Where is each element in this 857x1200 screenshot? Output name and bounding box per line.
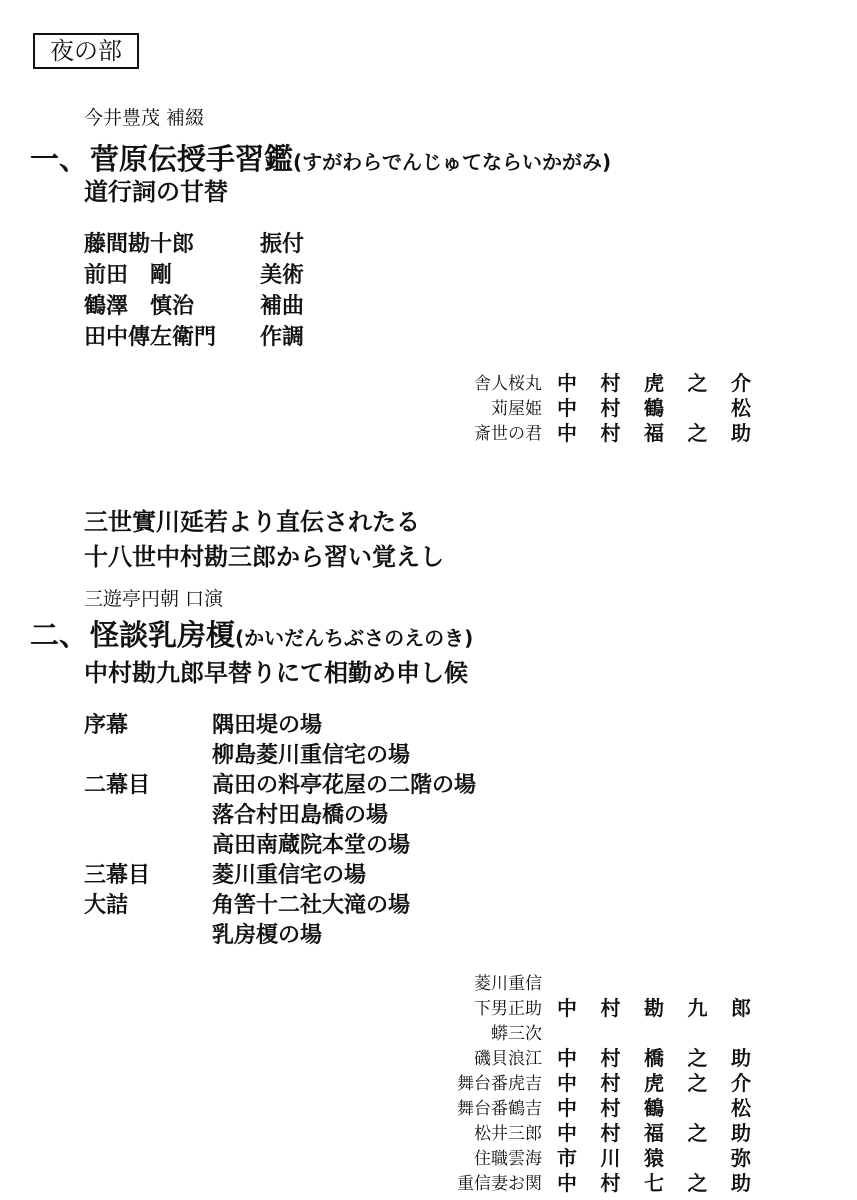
- cast-actor: 中 村 虎 之 介: [557, 1071, 751, 1095]
- cast-role: 磯貝浪江: [474, 1049, 542, 1069]
- play1-reading: (すがわらでんじゅてならいかがみ): [293, 150, 612, 174]
- cast-actor: 中 村 七 之 助: [557, 1171, 751, 1195]
- cast-role: 下男正助: [474, 999, 542, 1019]
- scene-place: 角筈十二社大滝の場: [212, 892, 411, 918]
- play1-subtitle: 道行詞の甘替: [84, 178, 228, 206]
- scene-place: 高田の料亭花屋の二階の場: [212, 772, 477, 798]
- cast-actor: 中 村 福 之 助: [557, 1121, 751, 1145]
- scene-act: 二幕目: [84, 772, 151, 798]
- play1-number: 一、: [30, 142, 89, 176]
- cast-role: 菱川重信: [474, 974, 542, 994]
- scene-row: [84, 888, 476, 918]
- cast-role: 蟒三次: [491, 1024, 542, 1044]
- staff-name: 鶴澤 慎治: [84, 294, 195, 319]
- cast-actor: 中 村 鶴 松: [557, 396, 751, 420]
- play1-credit: 今井豊茂 補綴: [84, 107, 205, 129]
- staff-row: [84, 289, 330, 320]
- cast-row: [412, 1069, 752, 1094]
- staff-role: 振付: [260, 232, 305, 257]
- cast-actor: 市 川 猿 弥: [557, 1146, 751, 1170]
- staff-name: 藤間勘十郎: [84, 232, 195, 257]
- cast-row: [412, 1094, 752, 1119]
- scene-row: [84, 858, 476, 888]
- section-label: 夜の部: [33, 33, 139, 69]
- cast-role: 斎世の君: [474, 424, 542, 444]
- staff-row: [84, 320, 330, 351]
- play2-reading: (かいだんちぶさのえのき): [235, 626, 474, 650]
- play1-cast-list: [412, 369, 752, 444]
- scene-row: [84, 708, 476, 738]
- play2-scene-list: [84, 708, 476, 948]
- cast-role: 重信妻お関: [457, 1174, 542, 1194]
- staff-role: 補曲: [260, 294, 305, 319]
- staff-name: 前田 剛: [84, 263, 173, 288]
- cast-row: [412, 969, 752, 994]
- scene-row: [84, 738, 476, 768]
- scene-act: 序幕: [84, 712, 129, 738]
- scene-act: 三幕目: [84, 862, 151, 888]
- staff-role: 作調: [260, 325, 305, 350]
- cast-row: [412, 1169, 752, 1194]
- cast-role: 松井三郎: [474, 1124, 542, 1144]
- staff-row: [84, 258, 330, 289]
- cast-actor: 中 村 福 之 助: [557, 421, 751, 445]
- scene-place: 乳房榎の場: [212, 922, 323, 948]
- cast-actor: 中 村 虎 之 介: [557, 371, 751, 395]
- staff-name: 田中傳左衛門: [84, 325, 217, 350]
- cast-row: [412, 394, 752, 419]
- cast-row: [412, 994, 752, 1019]
- cast-row: [412, 369, 752, 394]
- cast-actor: 中 村 鶴 松: [557, 1096, 751, 1120]
- scene-place: 隅田堤の場: [212, 712, 323, 738]
- cast-row: [412, 1119, 752, 1144]
- scene-place: 柳島菱川重信宅の場: [212, 742, 411, 768]
- play2-intro-line-1: 三世實川延若より直伝されたる: [84, 508, 420, 536]
- play2-cast-list: [412, 969, 752, 1194]
- cast-row: [412, 1144, 752, 1169]
- scene-place: 落合村田島橋の場: [212, 802, 389, 828]
- staff-role: 美術: [260, 263, 305, 288]
- cast-role: 舞台番鶴吉: [457, 1099, 542, 1119]
- cast-row: [412, 419, 752, 444]
- cast-role: 苅屋姫: [491, 399, 542, 419]
- cast-actor: 中 村 橋 之 助: [557, 1046, 751, 1070]
- scene-row: [84, 828, 476, 858]
- cast-role: 舞台番虎吉: [457, 1074, 542, 1094]
- play2-number: 二、: [30, 618, 89, 652]
- play2-subtitle: 中村勘九郎早替りにて相勤め申し候: [84, 659, 468, 687]
- play1-title: 菅原伝授手習鑑: [90, 142, 294, 176]
- cast-role: 住職雲海: [474, 1149, 542, 1169]
- play2-credit: 三遊亭円朝 口演: [84, 588, 224, 610]
- scene-place: 菱川重信宅の場: [212, 862, 367, 888]
- play1-staff-list: [84, 227, 330, 351]
- scene-place: 高田南蔵院本堂の場: [212, 832, 411, 858]
- cast-row: [412, 1019, 752, 1044]
- play2-intro-line-2: 十八世中村勘三郎から習い覚えし: [84, 543, 444, 571]
- play2-title: 怪談乳房榎: [90, 618, 236, 652]
- play1-title-row: [30, 141, 611, 180]
- cast-role: 舎人桜丸: [474, 374, 542, 394]
- scene-row: [84, 918, 476, 948]
- scene-row: [84, 768, 476, 798]
- scene-act: 大詰: [84, 892, 129, 918]
- scene-row: [84, 798, 476, 828]
- staff-row: [84, 227, 330, 258]
- cast-actor: 中 村 勘 九 郎: [557, 996, 751, 1020]
- play2-title-row: [30, 617, 473, 656]
- cast-row: [412, 1044, 752, 1069]
